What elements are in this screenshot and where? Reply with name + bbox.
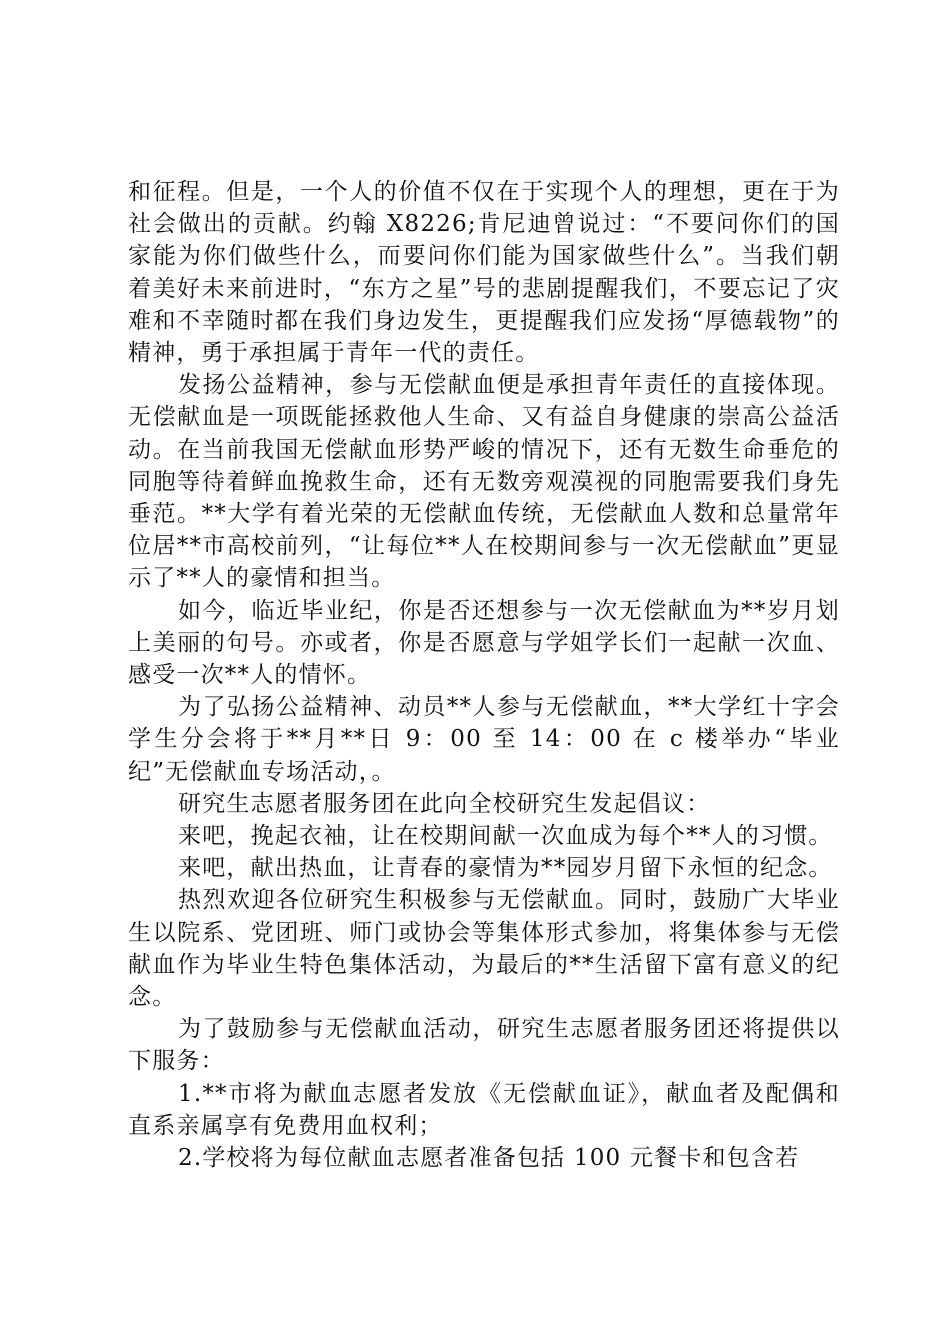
paragraph-public-welfare: 发扬公益精神，参与无偿献血便是承担青年责任的直接体现。无偿献血是一项既能拯救他人生命、又有益自身健康的崇高公益活动。在当前我国无偿献血形势严峻的情况下，还有无数生命垂危的同胞等待着鲜血挽救生命，还有无数旁观漠视的同胞需要我们身先垂范。**大学有着光荣的无偿献血传统，无偿献血人数和总量常年位居**市高校前列，“让每位**人在校期间参与一次无偿献血”更显示了**人的豪情和担当。 [128, 372, 840, 592]
paragraph-graduation: 如今，临近毕业纪，你是否还想参与一次无偿献血为**岁月划上美丽的句号。亦或者，你是否愿意与学姐学长们一起献一次血、感受一次**人的情怀。 [128, 597, 840, 689]
paragraph-call-blood: 来吧，献出热血，让青春的豪情为**园岁月留下永恒的纪念。 [178, 855, 833, 882]
paragraph-event-announcement: 为了弘扬公益精神、动员**人参与无偿献血，**大学红十字会学生分会将于**月**日 9：00 至 14：00 在 c 楼举办“毕业纪”无偿献血专场活动，。 [128, 694, 840, 785]
paragraph-welcome: 热烈欢迎各位研究生积极参与无偿献血。同时，鼓励广大毕业生以院系、党团班、师门或协会等集体形式参加，将集体参与无偿献血作为毕业生特色集体活动，为最后的**生活留下富有意义的纪念。 [128, 887, 840, 1011]
paragraph-continuation: 和征程。但是，一个人的价值不仅在于实现个人的理想，更在于为社会做出的贡献。约翰 X8226;肯尼迪曾说过：“不要问你们的国家能为你们做些什么，而要问你们能为国家做些什么”。当我们朝着美好未来前进时，“东方之星”号的悲剧提醒我们，不要忘记了灾难和不幸随时都在我们身边发生，更提醒我们应发扬“厚德载物”的精神，勇于承担属于青年一代的责任。 [128, 179, 840, 367]
paragraph-services-intro: 为了鼓励参与无偿献血活动，研究生志愿者服务团还将提供以下服务： [128, 1016, 840, 1075]
list-item-2: 2.学校将为每位献血志愿者准备包括 100 元餐卡和包含若 [178, 1145, 800, 1172]
list-item-1: 1.**市将为献血志愿者发放《无偿献血证》，献血者及配偶和直系亲属享有免费用血权利； [128, 1080, 840, 1139]
document-page [128, 176, 840, 1174]
paragraph-initiative-intro: 研究生志愿者服务团在此向全校研究生发起倡议： [178, 790, 711, 817]
paragraph-call-sleeves: 来吧，挽起衣袖，让在校期间献一次血成为每个**人的习惯。 [178, 823, 833, 850]
